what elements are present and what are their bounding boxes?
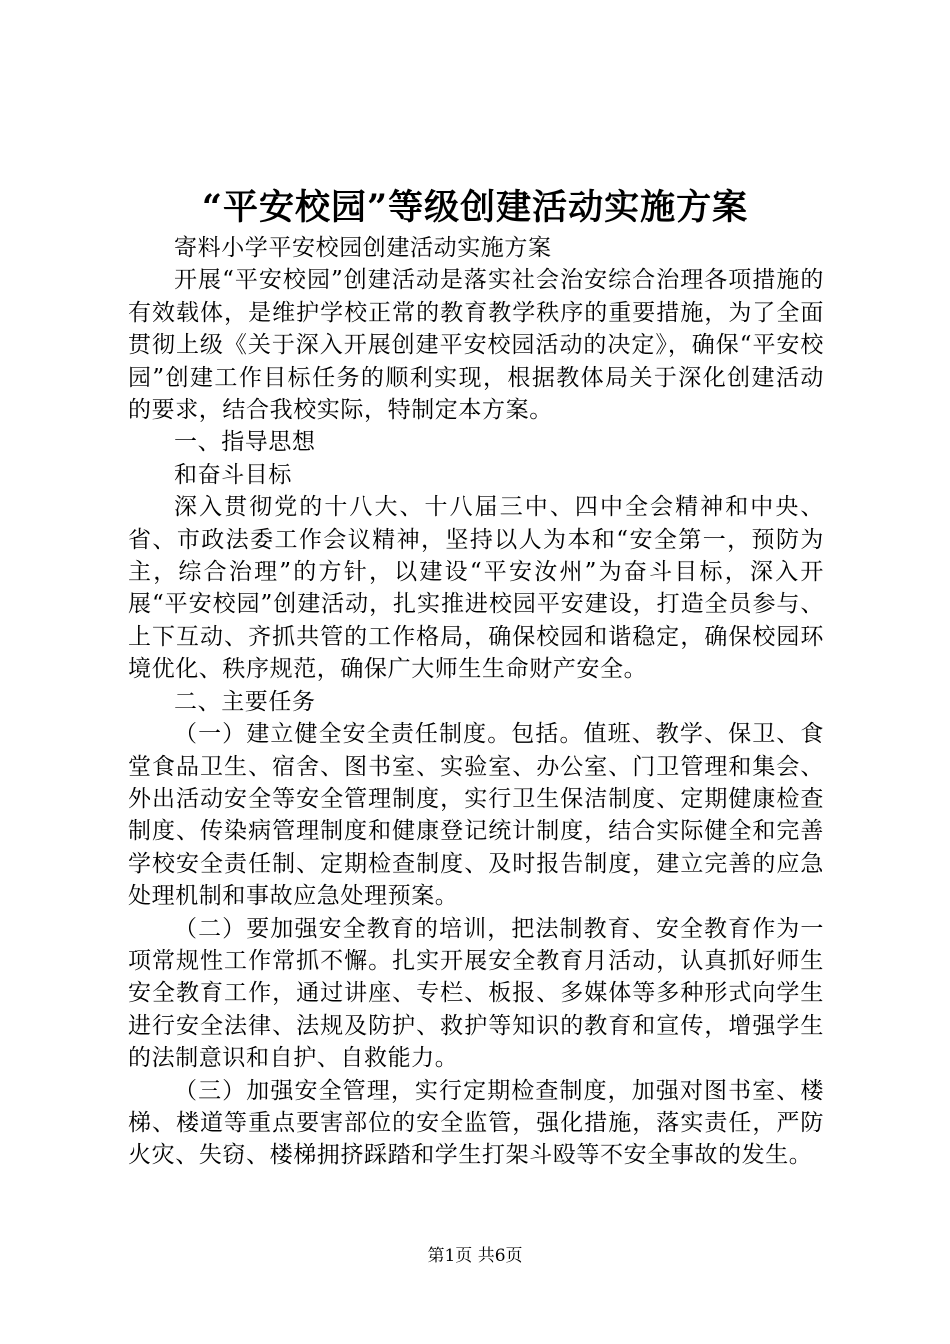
paragraph-task-2: （二）要加强安全教育的培训，把法制教育、安全教育作为一项常规性工作常抓不懈。扎实开展安全教育月活动，认真抓好师生安全教育工作，通过讲座、专栏、板报、多媒体等多种形式向学生进行安全法律、法规及防护、救护等知识的教育和宣传，增强学生的法制意识和自护、自救能力。 [128,915,824,1072]
section-heading-main-tasks: 二、主要任务 [174,688,316,715]
paragraph-guiding-ideology: 深入贯彻党的十八大、十八届三中、四中全会精神和中央、省、市政法委工作会议精神，坚持以人为本和“安全第一，预防为主，综合治理”的方针，以建设“平安汝州”为奋斗目标，深入开展“平安校园”创建活动，扎实推进校园平安建设，打造全员参与、上下互动、齐抓共管的工作格局，确保校园和谐稳定，确保校园环境优化、秩序规范，确保广大师生生命财产安全。 [128,494,824,683]
section-heading-goals: 和奋斗目标 [174,461,292,488]
paragraph-task-3: （三）加强安全管理，实行定期检查制度，加强对图书室、楼梯、楼道等重点要害部位的安全监管，强化措施，落实责任，严防火灾、失窃、楼梯拥挤踩踏和学生打架斗殴等不安全事故的发生。 [128,1077,824,1169]
paragraph-school-plan-heading: 寄料小学平安校园创建活动实施方案 [174,235,552,261]
document-body [128,232,824,1172]
section-heading-guiding-ideology: 一、指导思想 [174,429,316,456]
page-number-footer: 第1页 共6页 [427,1246,523,1266]
paragraph-task-1: （一）建立健全安全责任制度。包括。值班、教学、保卫、食堂食品卫生、宿舍、图书室、实验室、办公室、门卫管理和集会、外出活动安全等安全管理制度，实行卫生保洁制度、定期健康检查制度、传染病管理制度和健康登记统计制度，结合实际健全和完善学校安全责任制、定期检查制度、及时报告制度，建立完善的应急处理机制和事故应急处理预案。 [128,721,824,910]
document-title: “平安校园”等级创建活动实施方案 [201,187,749,228]
paragraph-introduction: 开展“平安校园”创建活动是落实社会治安综合治理各项措施的有效载体，是维护学校正常的教育教学秩序的重要措施，为了全面贯彻上级《关于深入开展创建平安校园活动的决定》，确保“平安校园”创建工作目标任务的顺利实现，根据教体局关于深化创建活动的要求，结合我校实际，特制定本方案。 [128,267,824,424]
